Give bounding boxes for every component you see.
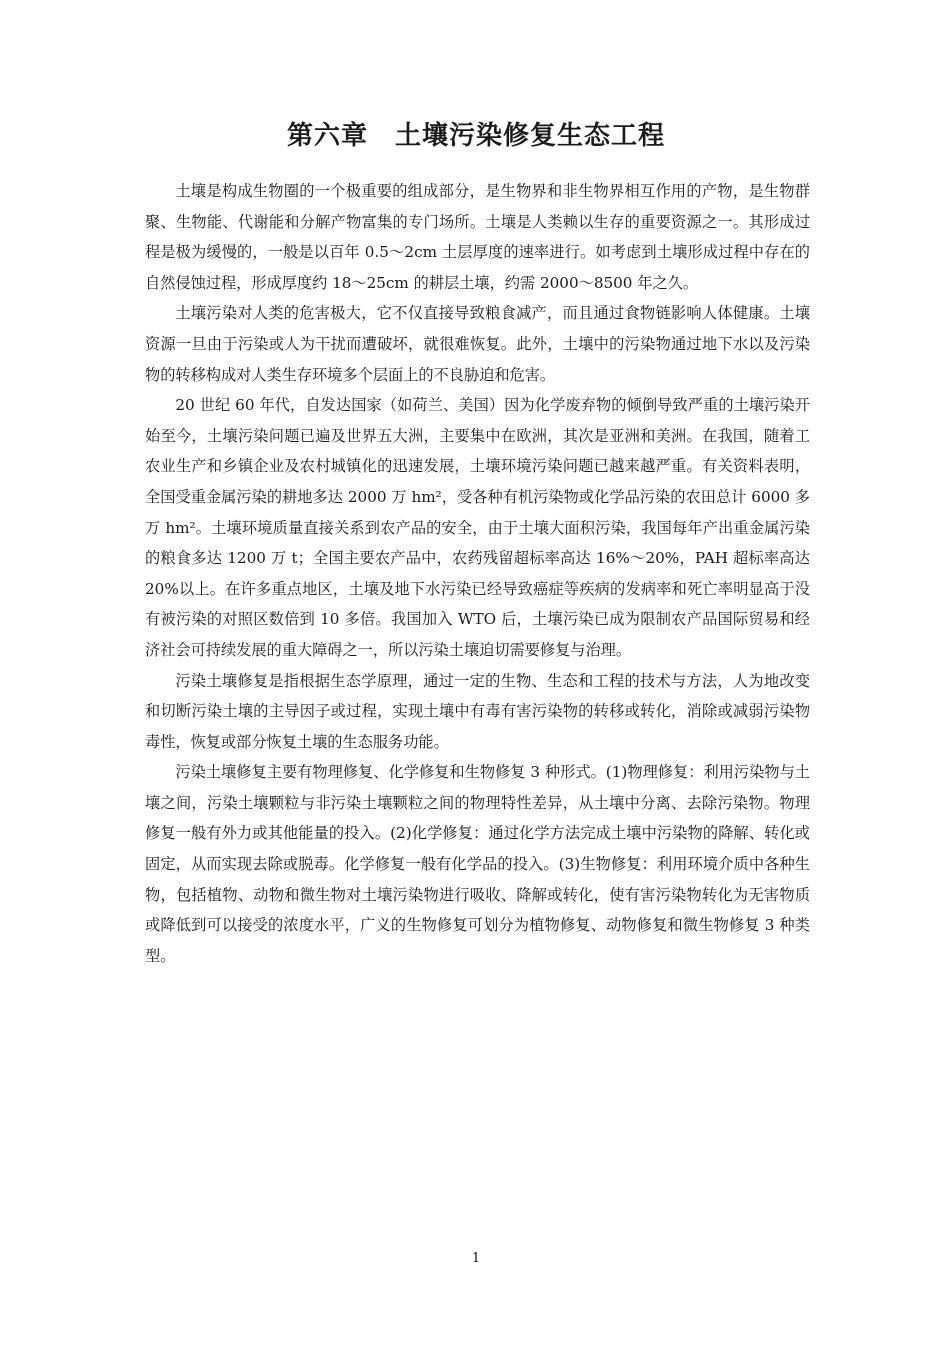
paragraph-remediation-types: 污染土壤修复主要有物理修复、化学修复和生物修复 3 种形式。(1)物理修复：利用污染物与土壤之间，污染土壤颗粒与非污染土壤颗粒之间的物理特性差异，从土壤中分离、去除污染物。物理修复一般有外力或其他能量的投入。(2)化学修复：通过化学方法完成土壤中污染物的降解、转化或固定，从而实现去除或脱毒。化学修复一般有化学品的投入。(3)生物修复：利用环境介质中各种生物，包括植物、动物和微生物对土壤污染物进行吸收、降解或转化，使有害污染物转化为无害物质或降低到可以接受的浓度水平，广义的生物修复可划分为植物修复、动物修复和微生物修复 3 种类型。 xyxy=(145,763,810,965)
paragraph-soil-definition: 土壤是构成生物圈的一个极重要的组成部分，是生物界和非生物界相互作用的产物，是生物群聚、生物能、代谢能和分解产物富集的专门场所。土壤是人类赖以生存的重要资源之一。其形成过程是极为缓慢的，一般是以百年 0.5～2cm 土层厚度的速率进行。如考虑到土壤形成过程中存在的自然侵蚀过程，形成厚度约 18～25cm 的耕层土壤，约需 2000～8500 年之久。 xyxy=(145,182,810,292)
page-number: 1 xyxy=(471,1251,481,1266)
paragraph-remediation-definition: 污染土壤修复是指根据生态学原理，通过一定的生物、生态和工程的技术与方法，人为地改变和切断污染土壤的主导因子或过程，实现土壤中有毒有害污染物的转移或转化，消除或减弱污染物毒性，恢复或部分恢复土壤的生态服务功能。 xyxy=(145,671,810,751)
body-text xyxy=(145,176,810,971)
paragraph-pollution-status: 20 世纪 60 年代，自发达国家（如荷兰、美国）因为化学废弃物的倾倒导致严重的土壤污染开始至今，土壤污染问题已遍及世界五大洲，主要集中在欧洲，其次是亚洲和美洲。在我国，随着工农业生产和乡镇企业及农村城镇化的迅速发展，土壤环境污染问题已越来越严重。有关资料表明，全国受重金属污染的耕地多达 2000 万 hm²，受各种有机污染物或化学品污染的农田总计 6000 多万 hm²。土壤环境质量直接关系到农产品的安全，由于土壤大面积污染，我国每年产出重金属污染的粮食多达 1200 万 t；全国主要农产品中，农药残留超标率高达 16%～20%，PAH 超标率高达 20%以上。在许多重点地区，土壤及地下水污染已经导致癌症等疾病的发病率和死亡率明显高于没有被污染的对照区数倍到 10 多倍。我国加入 WTO 后，土壤污染已成为限制农产品国际贸易和经济社会可持续发展的重大障碍之一，所以污染土壤迫切需要修复与治理。 xyxy=(145,396,810,659)
paragraph-pollution-harm: 土壤污染对人类的危害极大，它不仅直接导致粮食减产，而且通过食物链影响人体健康。土壤资源一旦由于污染或人为干扰而遭破坏，就很难恢复。此外，土壤中的污染物通过地下水以及污染物的转移构成对人类生存环境多个层面上的不良胁迫和危害。 xyxy=(145,304,810,384)
chapter-title: 第六章 土壤污染修复生态工程 xyxy=(286,121,665,151)
